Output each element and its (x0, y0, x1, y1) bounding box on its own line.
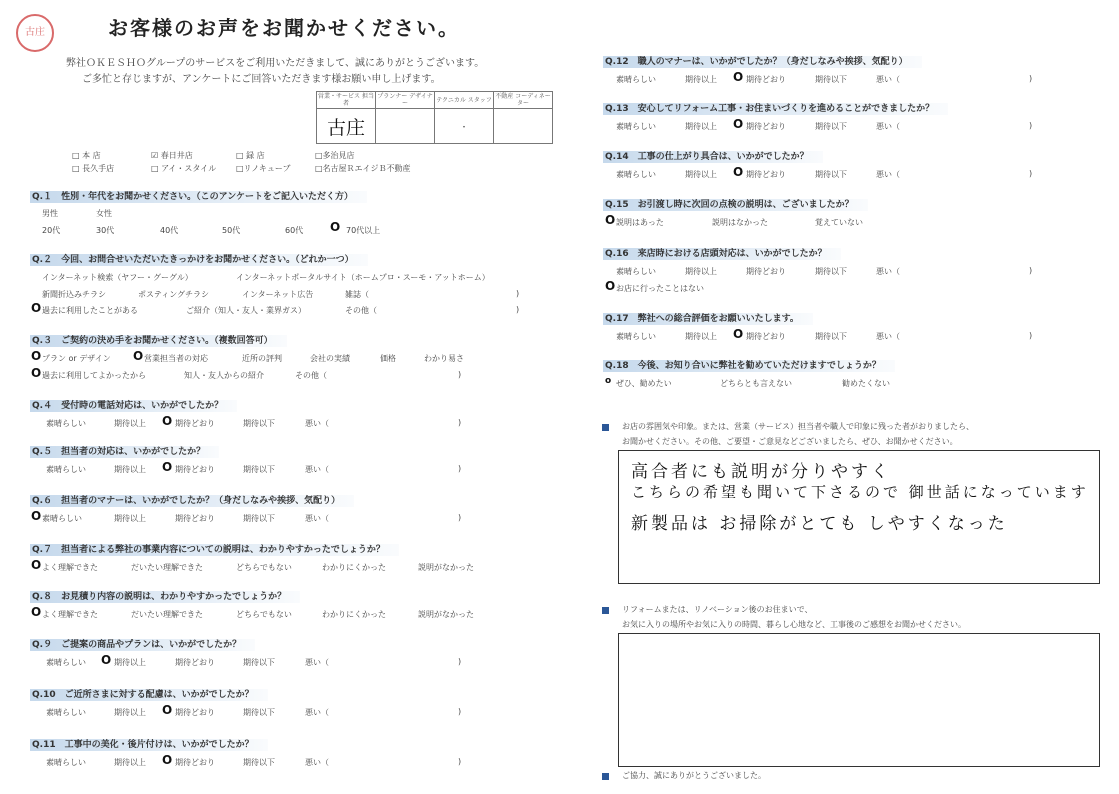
store-checklist (72, 149, 411, 175)
q2-option[interactable]: 雑誌（ (345, 290, 369, 299)
store-option[interactable]: □名古屋ＲエイジＢ不動産 (315, 164, 411, 173)
circle-mark-icon: O (605, 279, 616, 293)
q3-option[interactable]: 価格 (380, 354, 396, 363)
seal-stamp (16, 14, 54, 52)
comment-section-label-1: お店の雰囲気や印象。または、営業（サービス）担当者や職人で印象に残った者がおりましたら、 (622, 422, 974, 431)
store-option[interactable]: □リノキューブ (236, 164, 291, 173)
staff-header-sales: 営業・サービス 担当者 (318, 93, 374, 107)
q13-option[interactable]: 期待どおり (746, 122, 786, 131)
intro-line-2: ご多忙と存じますが、アンケートにご回答いただきます様お願い申し上げます。 (82, 74, 441, 85)
q2-option[interactable]: インターネット広告 (242, 290, 314, 299)
q18-label: Q.18 今後、お知り合いに弊社を勧めていただけますでしょうか？ (603, 358, 895, 371)
q16-option[interactable]: お店に行ったことはない (616, 284, 704, 293)
comment-section-label-2: お聞かせください。その他、ご要望・ご意見などございましたら、ぜひ、お聞かせください。 (622, 437, 958, 446)
circle-mark-icon: O (162, 414, 173, 428)
circle-mark-icon: O (733, 70, 744, 84)
q2-option[interactable]: その他（ (345, 306, 377, 315)
q10-option[interactable]: 素晴らしい (46, 708, 86, 717)
q11-option[interactable]: 期待以上 (114, 758, 146, 767)
q11-bracket: ) (458, 757, 462, 766)
seal-stamp-text: 古庄 (25, 27, 45, 38)
q4-option[interactable]: 悪い（ (305, 419, 329, 428)
q3-label: Q.３ ご契約の決め手をお聞かせください。（複数回答可） (30, 333, 287, 346)
q2-label: Q.２ 今回、お問合せいただいたきっかけをお聞かせください。（どれか一つ） (30, 252, 368, 265)
staff-header-realestate: 不動産 コーディネーター (495, 93, 551, 107)
q2-option[interactable]: インターネット検索（ヤフー・グーグル） (42, 273, 193, 282)
q17-option[interactable]: 素晴らしい (616, 332, 656, 341)
staff-header-technical: テクニカル スタッフ (435, 92, 494, 109)
q13-option[interactable]: 期待以下 (815, 122, 847, 131)
q17-option[interactable]: 期待どおり (746, 332, 786, 341)
circle-mark-icon: O (31, 558, 42, 572)
store-option[interactable]: ☑ 春日井店 (151, 151, 193, 160)
q18-option[interactable]: どちらとも言えない (720, 379, 792, 388)
q7-option[interactable]: だいたい理解できた (131, 563, 203, 572)
q10-bracket: ) (458, 707, 462, 716)
q2-option[interactable]: インターネットポータルサイト（ホームプロ・スーモ・アットホーム） (236, 273, 490, 282)
store-option[interactable]: □ 長久手店 (72, 164, 115, 173)
q6-option[interactable]: 期待以下 (243, 514, 275, 523)
circle-mark-icon: O (733, 117, 744, 131)
q10-option[interactable]: 期待以下 (243, 708, 275, 717)
q5-option[interactable]: 期待以下 (243, 465, 275, 474)
q3-option[interactable]: わかり易さ (424, 354, 464, 363)
q8-option[interactable]: わかりにくかった (322, 610, 386, 619)
q3-option[interactable]: プラン or デザイン (42, 354, 111, 363)
circle-mark-icon: O (162, 460, 173, 474)
q1-option[interactable]: 60代 (285, 226, 304, 235)
q11-option[interactable]: 期待以下 (243, 758, 275, 767)
circle-mark-icon: O (162, 753, 173, 767)
q12-label: Q.12 職人のマナーは、いかがでしたか？（身だしなみや挨拶、気配り） (603, 54, 922, 67)
q5-option[interactable]: 期待以上 (114, 465, 146, 474)
q5-option[interactable]: 悪い（ (305, 465, 329, 474)
reform-textbox[interactable] (618, 633, 1100, 767)
q16-option[interactable]: 悪い（ (876, 267, 900, 276)
q11-option[interactable]: 悪い（ (305, 758, 329, 767)
intro-line-1: 弊社ＯＫＥＳＨＯグループのサービスをご利用いただきまして、誠にありがとうございます。 (66, 58, 485, 69)
store-option[interactable]: □ 録 店 (236, 151, 265, 160)
handwriting-line-1: 高合者にも説明が分りやすく (631, 462, 891, 482)
q1-option[interactable]: 30代 (96, 226, 115, 235)
q8-option[interactable]: だいたい理解できた (131, 610, 203, 619)
q12-option[interactable]: 期待以上 (685, 75, 717, 84)
q4-option[interactable]: 素晴らしい (46, 419, 86, 428)
q2-option[interactable]: ご紹介（知人・友人・業界ガス） (186, 306, 306, 315)
q6-label: Q.６ 担当者のマナーは、いかがでしたか？（身だしなみや挨拶、気配り） (30, 493, 354, 506)
q4-option[interactable]: 期待以上 (114, 419, 146, 428)
q12-option[interactable]: 期待以下 (815, 75, 847, 84)
q18-option[interactable]: 勧めたくない (842, 379, 890, 388)
q1-option[interactable]: 女性 (96, 209, 112, 218)
q3-option[interactable]: 知人・友人からの紹介 (184, 371, 264, 380)
q7-option[interactable]: どちらでもない (236, 563, 292, 572)
q2-option[interactable]: 新聞折込みチラシ (42, 290, 106, 299)
q12-option[interactable]: 悪い（ (876, 75, 900, 84)
q12-bracket: ) (1029, 74, 1033, 83)
q3-option[interactable]: 営業担当者の対応 (144, 354, 208, 363)
q4-option[interactable]: 期待以下 (243, 419, 275, 428)
q5-option[interactable]: 素晴らしい (46, 465, 86, 474)
q14-bracket: ) (1029, 169, 1033, 178)
q17-option[interactable]: 悪い（ (876, 332, 900, 341)
q12-option[interactable]: 期待どおり (746, 75, 786, 84)
q2-bracket: ) (516, 289, 520, 298)
q17-option[interactable]: 期待以上 (685, 332, 717, 341)
q9-bracket: ) (458, 657, 462, 666)
q5-label: Q.５ 担当者の対応は、いかがでしたか？ (30, 444, 219, 457)
q8-label: Q.８ お見積り内容の説明は、わかりやすかったでしょうか？ (30, 589, 300, 602)
q2-option[interactable]: ポスティングチラシ (138, 290, 210, 299)
q15-option[interactable]: 説明はあった (616, 218, 664, 227)
q13-bracket: ) (1029, 121, 1033, 130)
q16-option[interactable]: 期待以下 (815, 267, 847, 276)
q14-option[interactable]: 期待以上 (685, 170, 717, 179)
section-bullet-icon (602, 424, 609, 431)
q16-option[interactable]: 期待どおり (746, 267, 786, 276)
q3-option[interactable]: 会社の実績 (310, 354, 350, 363)
section-bullet-icon (602, 607, 609, 614)
q8-option[interactable]: 説明がなかった (418, 610, 474, 619)
q10-option[interactable]: 期待どおり (175, 708, 215, 717)
q8-option[interactable]: どちらでもない (236, 610, 292, 619)
handwriting-line-2: こちらの希望も聞いて下さるので 御世話になっています (631, 483, 1089, 501)
handwriting-line-3: 新製品は お掃除がとても しやすくなった (631, 514, 1008, 534)
q10-option[interactable]: 悪い（ (305, 708, 329, 717)
circle-mark-icon: O (101, 653, 112, 667)
circle-mark-icon: O (330, 220, 341, 234)
q18-option[interactable]: ぜひ、勧めたい (616, 379, 672, 388)
q5-bracket: ) (458, 464, 462, 473)
q2-option[interactable]: 過去に利用したことがある (42, 306, 138, 315)
q16-option[interactable]: 期待以上 (685, 267, 717, 276)
q14-option[interactable]: 期待どおり (746, 170, 786, 179)
q11-label: Q.11 工事中の美化・後片付けは、いかがでしたか？ (30, 737, 268, 750)
q16-option[interactable]: 素晴らしい (616, 267, 656, 276)
q7-label: Q.７ 担当者による弊社の事業内容についての説明は、わかりやすかったでしょうか？ (30, 542, 399, 555)
q3-option[interactable]: 過去に利用してよかったから (42, 371, 146, 380)
q15-option[interactable]: 覚えていない (815, 218, 863, 227)
q3-option[interactable]: 近所の評判 (242, 354, 282, 363)
staff-table (316, 91, 553, 144)
q14-option[interactable]: 悪い（ (876, 170, 900, 179)
circle-mark-icon: O (733, 327, 744, 341)
q16-label: Q.16 来店時における店頭対応は、いかがでしたか？ (603, 246, 841, 259)
q14-option[interactable]: 素晴らしい (616, 170, 656, 179)
q1-label: Q.１ 性別・年代をお聞かせください。（このアンケートをご記入いただく方） (30, 189, 367, 202)
q6-option[interactable]: 素晴らしい (42, 514, 82, 523)
staff-header-planner: プランナー デザイナー (377, 93, 433, 107)
q5-option[interactable]: 期待どおり (175, 465, 215, 474)
q2-bracket: ) (516, 305, 520, 314)
q1-option[interactable]: 20代 (42, 226, 61, 235)
circle-mark-icon: O (31, 605, 42, 619)
footer-thanks: ご協力、誠にありがとうございました。 (622, 771, 766, 780)
q17-label: Q.17 弊社への総合評価をお願いいたします。 (603, 311, 813, 324)
circle-mark-icon: O (31, 349, 42, 363)
circle-mark-icon: O (133, 349, 144, 363)
q13-option[interactable]: 悪い（ (876, 122, 900, 131)
q13-option[interactable]: 期待以上 (685, 122, 717, 131)
store-option[interactable]: □多治見店 (315, 151, 355, 160)
section-bullet-icon (602, 773, 609, 780)
q16-bracket: ) (1029, 266, 1033, 275)
q14-label: Q.14 工事の仕上がり具合は、いかがでしたか？ (603, 149, 823, 162)
circle-mark-icon: O (31, 301, 42, 315)
circle-mark-icon: O (733, 165, 744, 179)
circle-mark-icon: O (31, 509, 42, 523)
q8-option[interactable]: よく理解できた (42, 610, 98, 619)
q15-label: Q.15 お引渡し時に次回の点検の説明は、ございましたか？ (603, 197, 868, 210)
q6-bracket: ) (458, 513, 462, 522)
q9-option[interactable]: 期待どおり (175, 658, 215, 667)
reform-section-label-2: お気に入りの場所やお気に入りの時間、暮らし心地など、工事後のご感想をお聞かせください。 (622, 620, 966, 629)
page-title: お客様のお声をお聞かせください。 (108, 16, 460, 40)
q4-option[interactable]: 期待どおり (175, 419, 215, 428)
q1-option[interactable]: 70代以上 (346, 226, 381, 235)
q3-option[interactable]: その他（ (295, 371, 327, 380)
q9-label: Q.９ ご提案の商品やプランは、いかがでしたか？ (30, 637, 255, 650)
staff-value-planner (376, 109, 435, 144)
q4-label: Q.４ 受付時の電話対応は、いかがでしたか？ (30, 398, 237, 411)
q17-option[interactable]: 期待以下 (815, 332, 847, 341)
circle-mark-icon: o (605, 376, 612, 386)
store-option[interactable]: □ アイ・スタイル (151, 164, 217, 173)
q9-option[interactable]: 素晴らしい (46, 658, 86, 667)
q6-option[interactable]: 期待以上 (114, 514, 146, 523)
q3-bracket: ) (458, 370, 462, 379)
q7-option[interactable]: よく理解できた (42, 563, 98, 572)
q6-option[interactable]: 悪い（ (305, 514, 329, 523)
staff-value-sales: 古庄 (317, 109, 376, 144)
q11-option[interactable]: 素晴らしい (46, 758, 86, 767)
q1-option[interactable]: 男性 (42, 209, 58, 218)
circle-mark-icon: O (605, 213, 616, 227)
q7-option[interactable]: 説明がなかった (418, 563, 474, 572)
q4-bracket: ) (458, 418, 462, 427)
q9-option[interactable]: 期待以下 (243, 658, 275, 667)
q15-option[interactable]: 説明はなかった (712, 218, 768, 227)
q1-option[interactable]: 50代 (222, 226, 241, 235)
q10-option[interactable]: 期待以上 (114, 708, 146, 717)
store-option[interactable]: □ 本 店 (72, 151, 101, 160)
q14-option[interactable]: 期待以下 (815, 170, 847, 179)
staff-value-technical: ・ (435, 109, 494, 144)
comment-textbox[interactable] (618, 450, 1100, 584)
q13-option[interactable]: 素晴らしい (616, 122, 656, 131)
q7-option[interactable]: わかりにくかった (322, 563, 386, 572)
q1-option[interactable]: 40代 (160, 226, 179, 235)
circle-mark-icon: O (162, 703, 173, 717)
q10-label: Q.10 ご近所さまに対する配慮は、いかがでしたか？ (30, 687, 268, 700)
staff-value-realestate (494, 109, 553, 144)
q9-option[interactable]: 悪い（ (305, 658, 329, 667)
q17-bracket: ) (1029, 331, 1033, 340)
q9-option[interactable]: 期待以上 (114, 658, 146, 667)
q6-option[interactable]: 期待どおり (175, 514, 215, 523)
q12-option[interactable]: 素晴らしい (616, 75, 656, 84)
reform-section-label-1: リフォームまたは、リノベーション後のお住まいで、 (622, 605, 813, 614)
q13-label: Q.13 安心してリフォーム工事・お住まいづくりを進めることができましたか？ (603, 101, 948, 114)
q11-option[interactable]: 期待どおり (175, 758, 215, 767)
circle-mark-icon: O (31, 366, 42, 380)
